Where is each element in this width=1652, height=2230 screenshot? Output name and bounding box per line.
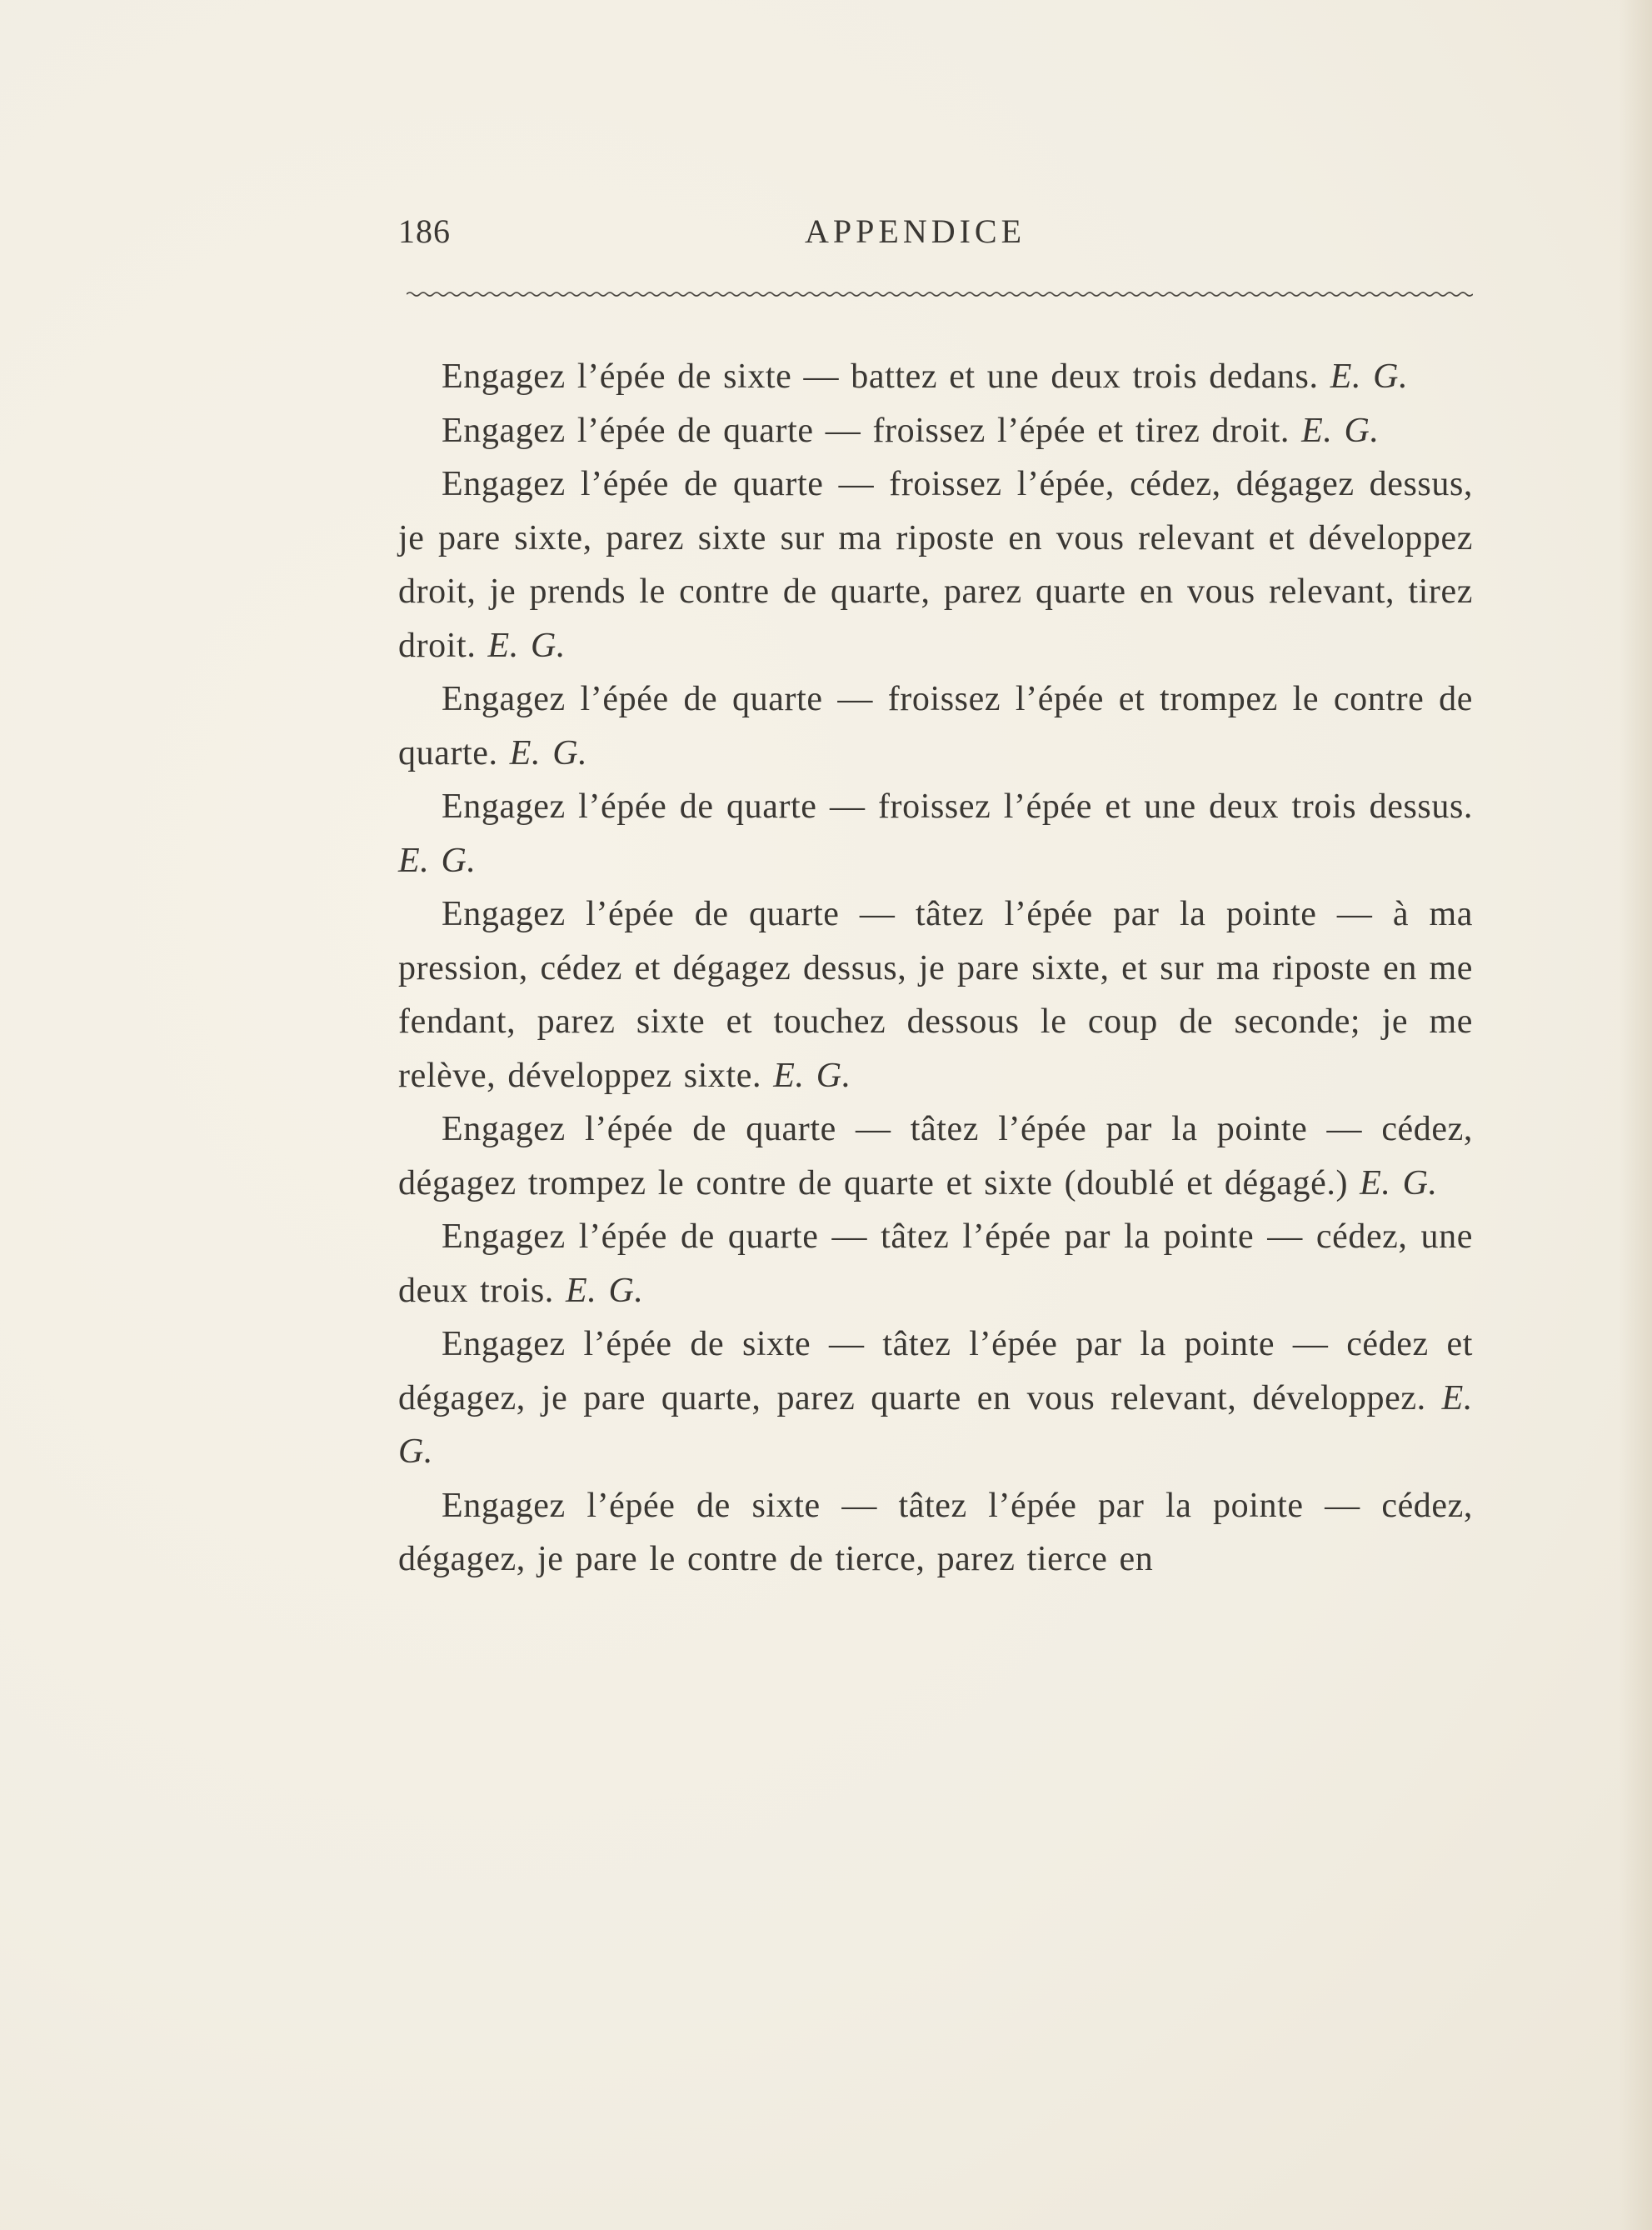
signature-initials: E. G. [487,626,566,665]
paragraph-text: Engagez l’épée de quarte — froissez l’épée, cédez, dégagez dessus, je pare sixte, parez sixte sur ma riposte en vous relevant et développez droit, je prends le contre de quarte, parez quarte en vous relevant, tirez droit. [398,465,1473,665]
body-text [398,350,1473,1587]
paragraph-text: Engagez l’épée de quarte — tâtez l’épée par la pointe — cédez, dégagez trompez le contre de quarte et sixte (doublé et dégagé.) [398,1110,1473,1202]
paragraph [398,672,1473,780]
paragraph [398,780,1473,888]
signature-initials: E. G. [566,1271,644,1310]
paragraph [398,1210,1473,1318]
page-header [398,207,1473,257]
page-number: 186 [398,212,451,250]
signature-initials: E. G. [398,841,477,880]
signature-initials: E. G. [1330,358,1409,396]
paragraph [398,404,1473,458]
paragraph-text: Engagez l’épée de quarte — froissez l’épée et une deux trois dessus. [442,788,1473,826]
signature-initials: E. G. [509,733,588,772]
paragraph [398,1318,1473,1479]
paragraph [398,1479,1473,1587]
signature-initials: E. G. [398,1378,1473,1471]
page-edge-shadow [1619,0,1652,2230]
paragraph-text: Engagez l’épée de quarte — froissez l’épée et tirez droit. [442,411,1290,450]
paragraph [398,1102,1473,1210]
paragraph-text: Engagez l’épée de sixte — battez et une deux trois dedans. [442,358,1319,396]
paragraph [398,458,1473,672]
decorative-wavy-rule [407,288,1473,300]
signature-initials: E. G. [1301,411,1380,450]
paragraph-text: Engagez l’épée de sixte — tâtez l’épée par la pointe — cédez et dégagez, je pare quarte, parez quarte en vous relevant, développez. [398,1325,1473,1418]
paragraph [398,888,1473,1102]
signature-initials: E. G. [773,1056,851,1095]
paragraph-text: Engagez l’épée de quarte — tâtez l’épée par la pointe — cédez, une deux trois. [398,1218,1473,1310]
paragraph-text: Engagez l’épée de sixte — tâtez l’épée par la pointe — cédez, dégagez, je pare le contre de tierce, parez tierce en [398,1486,1473,1578]
paragraph-text: Engagez l’épée de quarte — tâtez l’épée par la pointe — à ma pression, cédez et dégagez dessus, je pare sixte, et sur ma riposte en me fendant, parez sixte et touchez dessous le coup de seconde; je me relève, développez sixte. [398,895,1473,1095]
running-title: APPENDICE [805,212,1026,250]
signature-initials: E. G. [1360,1163,1438,1202]
paragraph-text: Engagez l’épée de quarte — froissez l’épée et trompez le contre de quarte. [398,680,1473,772]
paragraph [398,350,1473,404]
